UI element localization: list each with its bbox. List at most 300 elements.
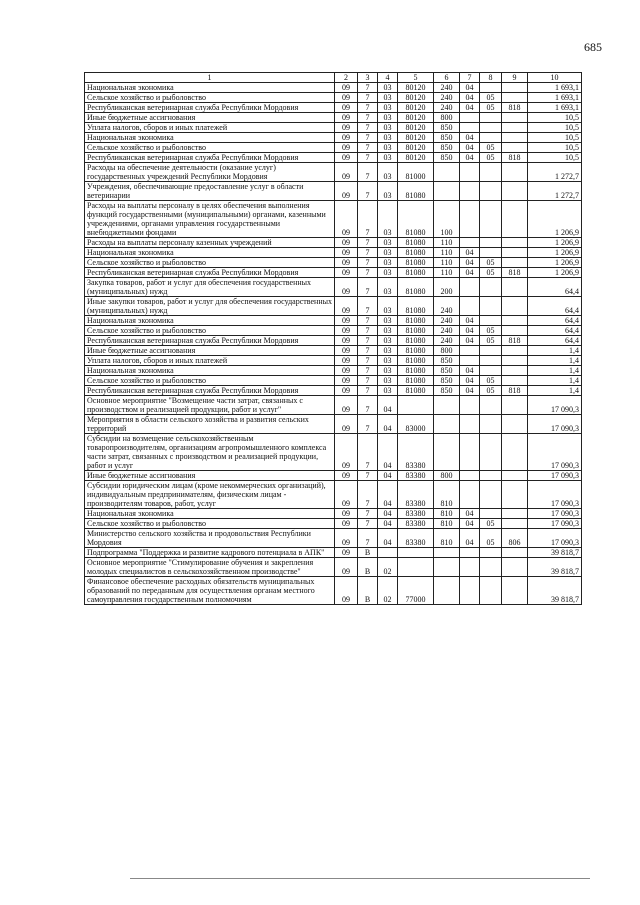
code-subsection: 05 (480, 326, 502, 336)
row-name: Республиканская ветеринарная служба Республики Мордовия (85, 268, 335, 278)
row-amount: 1 693,1 (528, 93, 582, 103)
row-name: Основное мероприятие "Возмещение части затрат, связанных с производством и реализацией продукции, работ и услуг" (85, 396, 335, 415)
table-header-row (85, 73, 582, 83)
row-amount: 17 090,3 (528, 471, 582, 481)
code-pp: В (358, 548, 378, 558)
code-section: 04 (460, 143, 480, 153)
code-pp: 7 (358, 103, 378, 113)
code-gp: 09 (335, 346, 358, 356)
row-amount: 10,5 (528, 113, 582, 123)
code-gp: 09 (335, 471, 358, 481)
row-name: Мероприятия в области сельского хозяйства и развития сельских территорий (85, 415, 335, 434)
code-grbs (502, 316, 528, 326)
code-gp: 09 (335, 481, 358, 509)
code-grbs (502, 278, 528, 297)
code-gp: 09 (335, 548, 358, 558)
code-direction: 80120 (398, 153, 434, 163)
code-subsection (480, 481, 502, 509)
row-name: Национальная экономика (85, 509, 335, 519)
code-section: 04 (460, 133, 480, 143)
code-pp: 7 (358, 123, 378, 133)
budget-table (84, 72, 582, 605)
row-name: Республиканская ветеринарная служба Республики Мордовия (85, 386, 335, 396)
row-name: Национальная экономика (85, 316, 335, 326)
code-gp: 09 (335, 316, 358, 326)
row-amount: 64,4 (528, 336, 582, 346)
code-expense-type (434, 548, 460, 558)
code-direction: 83380 (398, 481, 434, 509)
code-subsection (480, 278, 502, 297)
row-amount: 1,4 (528, 366, 582, 376)
code-section (460, 278, 480, 297)
code-subsection (480, 113, 502, 123)
code-direction: 81080 (398, 336, 434, 346)
code-grbs (502, 509, 528, 519)
row-amount: 64,4 (528, 326, 582, 336)
code-expense-type: 240 (434, 316, 460, 326)
row-amount: 1,4 (528, 386, 582, 396)
column-header: 5 (398, 73, 434, 83)
code-section: 04 (460, 376, 480, 386)
code-pp: 7 (358, 471, 378, 481)
code-gp: 09 (335, 163, 358, 182)
code-subsection (480, 471, 502, 481)
code-om: 02 (378, 577, 398, 605)
code-subsection (480, 509, 502, 519)
code-gp: 09 (335, 376, 358, 386)
row-amount: 1 206,9 (528, 201, 582, 238)
code-section (460, 548, 480, 558)
code-subsection (480, 83, 502, 93)
table-row (85, 93, 582, 103)
code-expense-type: 240 (434, 103, 460, 113)
code-expense-type: 850 (434, 356, 460, 366)
code-expense-type: 200 (434, 278, 460, 297)
code-grbs (502, 143, 528, 153)
code-grbs (502, 471, 528, 481)
code-section (460, 577, 480, 605)
code-subsection: 05 (480, 258, 502, 268)
row-name: Сельское хозяйство и рыболовство (85, 376, 335, 386)
code-subsection: 05 (480, 519, 502, 529)
code-grbs (502, 182, 528, 201)
table-row (85, 123, 582, 133)
code-om: 03 (378, 316, 398, 326)
code-gp: 09 (335, 93, 358, 103)
code-pp: 7 (358, 509, 378, 519)
code-om: 03 (378, 238, 398, 248)
code-section (460, 163, 480, 182)
code-direction: 80120 (398, 133, 434, 143)
code-expense-type: 240 (434, 297, 460, 316)
code-expense-type: 850 (434, 123, 460, 133)
code-section: 04 (460, 519, 480, 529)
table-row (85, 434, 582, 471)
code-direction: 81080 (398, 297, 434, 316)
table-row (85, 103, 582, 113)
code-pp: 7 (358, 143, 378, 153)
row-name: Сельское хозяйство и рыболовство (85, 258, 335, 268)
code-grbs (502, 558, 528, 577)
row-name: Уплата налогов, сборов и иных платежей (85, 123, 335, 133)
code-pp: В (358, 558, 378, 577)
code-om: 03 (378, 376, 398, 386)
column-header: 3 (358, 73, 378, 83)
column-header: 4 (378, 73, 398, 83)
code-om: 03 (378, 258, 398, 268)
code-pp: 7 (358, 356, 378, 366)
code-expense-type: 850 (434, 133, 460, 143)
code-pp: 7 (358, 336, 378, 346)
code-expense-type: 240 (434, 326, 460, 336)
code-section (460, 356, 480, 366)
code-pp: В (358, 577, 378, 605)
code-direction: 81080 (398, 366, 434, 376)
code-direction: 81000 (398, 163, 434, 182)
table-row (85, 326, 582, 336)
code-grbs (502, 133, 528, 143)
code-grbs (502, 93, 528, 103)
code-direction: 80120 (398, 93, 434, 103)
code-grbs: 818 (502, 153, 528, 163)
code-om: 03 (378, 278, 398, 297)
table-row (85, 346, 582, 356)
code-gp: 09 (335, 248, 358, 258)
row-name: Национальная экономика (85, 133, 335, 143)
column-header: 7 (460, 73, 480, 83)
code-pp: 7 (358, 519, 378, 529)
code-pp: 7 (358, 83, 378, 93)
code-grbs (502, 376, 528, 386)
code-subsection (480, 346, 502, 356)
row-amount: 64,4 (528, 278, 582, 297)
code-grbs (502, 356, 528, 366)
code-expense-type (434, 434, 460, 471)
code-om: 03 (378, 153, 398, 163)
code-pp: 7 (358, 434, 378, 471)
code-gp: 09 (335, 577, 358, 605)
code-gp: 09 (335, 366, 358, 376)
bottom-rule (130, 878, 590, 879)
row-amount: 17 090,3 (528, 519, 582, 529)
code-pp: 7 (358, 326, 378, 336)
code-expense-type (434, 577, 460, 605)
code-om: 03 (378, 346, 398, 356)
code-pp: 7 (358, 316, 378, 326)
row-amount: 17 090,3 (528, 396, 582, 415)
code-gp: 09 (335, 268, 358, 278)
table-row (85, 143, 582, 153)
table-row (85, 238, 582, 248)
code-om: 02 (378, 558, 398, 577)
code-subsection: 05 (480, 153, 502, 163)
code-direction: 81080 (398, 326, 434, 336)
code-subsection (480, 248, 502, 258)
code-expense-type: 800 (434, 346, 460, 356)
row-name: Расходы на выплаты персоналу казенных учреждений (85, 238, 335, 248)
code-grbs (502, 415, 528, 434)
code-pp: 7 (358, 163, 378, 182)
row-name: Республиканская ветеринарная служба Республики Мордовия (85, 153, 335, 163)
code-direction: 81080 (398, 278, 434, 297)
code-gp: 09 (335, 529, 358, 548)
code-grbs (502, 326, 528, 336)
row-name: Сельское хозяйство и рыболовство (85, 93, 335, 103)
table-row (85, 201, 582, 238)
code-subsection: 05 (480, 376, 502, 386)
table-row (85, 83, 582, 93)
code-direction (398, 396, 434, 415)
code-gp: 09 (335, 356, 358, 366)
code-section (460, 201, 480, 238)
code-pp: 7 (358, 278, 378, 297)
code-pp: 7 (358, 386, 378, 396)
code-om: 03 (378, 326, 398, 336)
code-expense-type (434, 558, 460, 577)
code-pp: 7 (358, 529, 378, 548)
code-pp: 7 (358, 346, 378, 356)
code-om: 03 (378, 93, 398, 103)
code-gp: 09 (335, 386, 358, 396)
row-name: Финансовое обеспечение расходных обязательств муниципальных образований по переданным для осуществления органам местного самоуправления государственным полномочиям (85, 577, 335, 605)
column-header: 6 (434, 73, 460, 83)
row-amount: 1 206,9 (528, 258, 582, 268)
code-expense-type (434, 163, 460, 182)
code-subsection (480, 366, 502, 376)
code-subsection: 05 (480, 268, 502, 278)
code-subsection (480, 396, 502, 415)
code-direction: 81080 (398, 248, 434, 258)
code-grbs (502, 548, 528, 558)
table-row (85, 278, 582, 297)
row-name: Национальная экономика (85, 83, 335, 93)
code-om: 04 (378, 519, 398, 529)
table-row (85, 316, 582, 326)
code-section: 04 (460, 83, 480, 93)
code-direction: 80120 (398, 143, 434, 153)
code-grbs (502, 248, 528, 258)
code-pp: 7 (358, 258, 378, 268)
code-subsection (480, 548, 502, 558)
code-om: 03 (378, 83, 398, 93)
code-pp: 7 (358, 133, 378, 143)
code-gp: 09 (335, 519, 358, 529)
code-grbs (502, 519, 528, 529)
row-amount: 1 272,7 (528, 182, 582, 201)
code-direction: 83380 (398, 519, 434, 529)
code-om: 04 (378, 509, 398, 519)
column-header: 1 (85, 73, 335, 83)
row-name: Сельское хозяйство и рыболовство (85, 326, 335, 336)
row-amount: 17 090,3 (528, 481, 582, 509)
code-grbs (502, 238, 528, 248)
code-subsection: 05 (480, 386, 502, 396)
table-row (85, 153, 582, 163)
code-section: 04 (460, 248, 480, 258)
code-gp: 09 (335, 258, 358, 268)
code-direction: 81080 (398, 258, 434, 268)
code-section (460, 182, 480, 201)
code-section: 04 (460, 153, 480, 163)
code-expense-type: 100 (434, 201, 460, 238)
code-gp: 09 (335, 113, 358, 123)
code-direction: 80120 (398, 113, 434, 123)
code-expense-type: 110 (434, 268, 460, 278)
table-row (85, 163, 582, 182)
code-section: 04 (460, 326, 480, 336)
table-body (85, 83, 582, 605)
code-expense-type (434, 182, 460, 201)
row-name: Иные бюджетные ассигнования (85, 346, 335, 356)
code-section: 04 (460, 386, 480, 396)
code-grbs (502, 201, 528, 238)
code-om: 03 (378, 268, 398, 278)
page-number: 685 (584, 40, 602, 54)
code-gp: 09 (335, 336, 358, 346)
code-expense-type (434, 396, 460, 415)
code-direction (398, 558, 434, 577)
code-grbs (502, 434, 528, 471)
column-header: 2 (335, 73, 358, 83)
code-section: 04 (460, 316, 480, 326)
row-name: Расходы на выплаты персоналу в целях обеспечения выполнения функций государственными (муниципальными) органами, казенными учреждениями, органами управления государственными внебюджетными фондами (85, 201, 335, 238)
row-name: Национальная экономика (85, 248, 335, 258)
code-om: 03 (378, 113, 398, 123)
code-subsection: 05 (480, 143, 502, 153)
code-direction: 81080 (398, 356, 434, 366)
table-row (85, 133, 582, 143)
code-gp: 09 (335, 201, 358, 238)
code-direction: 83380 (398, 471, 434, 481)
code-direction: 81080 (398, 238, 434, 248)
table-row (85, 529, 582, 548)
code-expense-type: 240 (434, 93, 460, 103)
row-name: Министерство сельского хозяйства и продовольствия Республики Мордовия (85, 529, 335, 548)
code-expense-type (434, 415, 460, 434)
code-gp: 09 (335, 133, 358, 143)
code-subsection (480, 356, 502, 366)
table-row (85, 366, 582, 376)
row-amount: 17 090,3 (528, 434, 582, 471)
code-gp: 09 (335, 103, 358, 113)
code-grbs (502, 258, 528, 268)
code-pp: 7 (358, 396, 378, 415)
code-expense-type: 850 (434, 153, 460, 163)
code-section: 04 (460, 268, 480, 278)
table-row (85, 356, 582, 366)
table-row (85, 577, 582, 605)
code-section (460, 434, 480, 471)
code-subsection (480, 297, 502, 316)
table-row (85, 558, 582, 577)
code-grbs: 818 (502, 268, 528, 278)
code-direction (398, 548, 434, 558)
code-pp: 7 (358, 201, 378, 238)
row-amount: 1,4 (528, 356, 582, 366)
code-pp: 7 (358, 481, 378, 509)
code-expense-type: 810 (434, 509, 460, 519)
code-section (460, 471, 480, 481)
code-om: 03 (378, 182, 398, 201)
code-gp: 09 (335, 434, 358, 471)
code-expense-type: 810 (434, 529, 460, 548)
code-direction: 83380 (398, 509, 434, 519)
code-subsection (480, 415, 502, 434)
table-row (85, 113, 582, 123)
code-subsection: 05 (480, 529, 502, 548)
code-direction: 81080 (398, 316, 434, 326)
row-name: Учреждения, обеспечивающие предоставление услуг в области ветеринарии (85, 182, 335, 201)
row-name: Сельское хозяйство и рыболовство (85, 143, 335, 153)
code-section (460, 558, 480, 577)
code-subsection (480, 201, 502, 238)
code-grbs (502, 396, 528, 415)
code-section (460, 297, 480, 316)
code-section: 04 (460, 336, 480, 346)
code-direction: 77000 (398, 577, 434, 605)
code-grbs (502, 123, 528, 133)
code-subsection: 05 (480, 103, 502, 113)
code-section: 04 (460, 103, 480, 113)
table-row (85, 297, 582, 316)
code-expense-type: 810 (434, 519, 460, 529)
code-direction: 81080 (398, 346, 434, 356)
code-subsection (480, 182, 502, 201)
code-gp: 09 (335, 415, 358, 434)
table-row (85, 548, 582, 558)
code-om: 03 (378, 163, 398, 182)
code-direction: 81080 (398, 376, 434, 386)
row-amount: 10,5 (528, 133, 582, 143)
table-row (85, 396, 582, 415)
row-name: Подпрограмма "Поддержка и развитие кадрового потенциала в АПК" (85, 548, 335, 558)
row-amount: 1 272,7 (528, 163, 582, 182)
code-expense-type: 850 (434, 386, 460, 396)
code-section: 04 (460, 509, 480, 519)
code-gp: 09 (335, 83, 358, 93)
code-section (460, 113, 480, 123)
code-om: 04 (378, 471, 398, 481)
table-row (85, 376, 582, 386)
code-grbs: 818 (502, 103, 528, 113)
code-subsection (480, 434, 502, 471)
row-amount: 1,4 (528, 346, 582, 356)
code-direction: 81080 (398, 201, 434, 238)
row-amount: 1 206,9 (528, 248, 582, 258)
code-grbs: 818 (502, 386, 528, 396)
row-amount: 39 818,7 (528, 548, 582, 558)
code-subsection (480, 123, 502, 133)
code-gp: 09 (335, 153, 358, 163)
row-amount: 39 818,7 (528, 558, 582, 577)
code-expense-type: 850 (434, 376, 460, 386)
row-name: Уплата налогов, сборов и иных платежей (85, 356, 335, 366)
code-direction: 81080 (398, 182, 434, 201)
row-name: Иные бюджетные ассигнования (85, 113, 335, 123)
row-amount: 17 090,3 (528, 415, 582, 434)
table-row (85, 471, 582, 481)
code-section: 04 (460, 529, 480, 548)
code-subsection (480, 558, 502, 577)
code-expense-type: 810 (434, 481, 460, 509)
code-om: 03 (378, 133, 398, 143)
code-subsection: 05 (480, 93, 502, 103)
code-subsection (480, 133, 502, 143)
column-header: 10 (528, 73, 582, 83)
code-direction: 81080 (398, 386, 434, 396)
code-pp: 7 (358, 113, 378, 123)
code-expense-type: 110 (434, 248, 460, 258)
